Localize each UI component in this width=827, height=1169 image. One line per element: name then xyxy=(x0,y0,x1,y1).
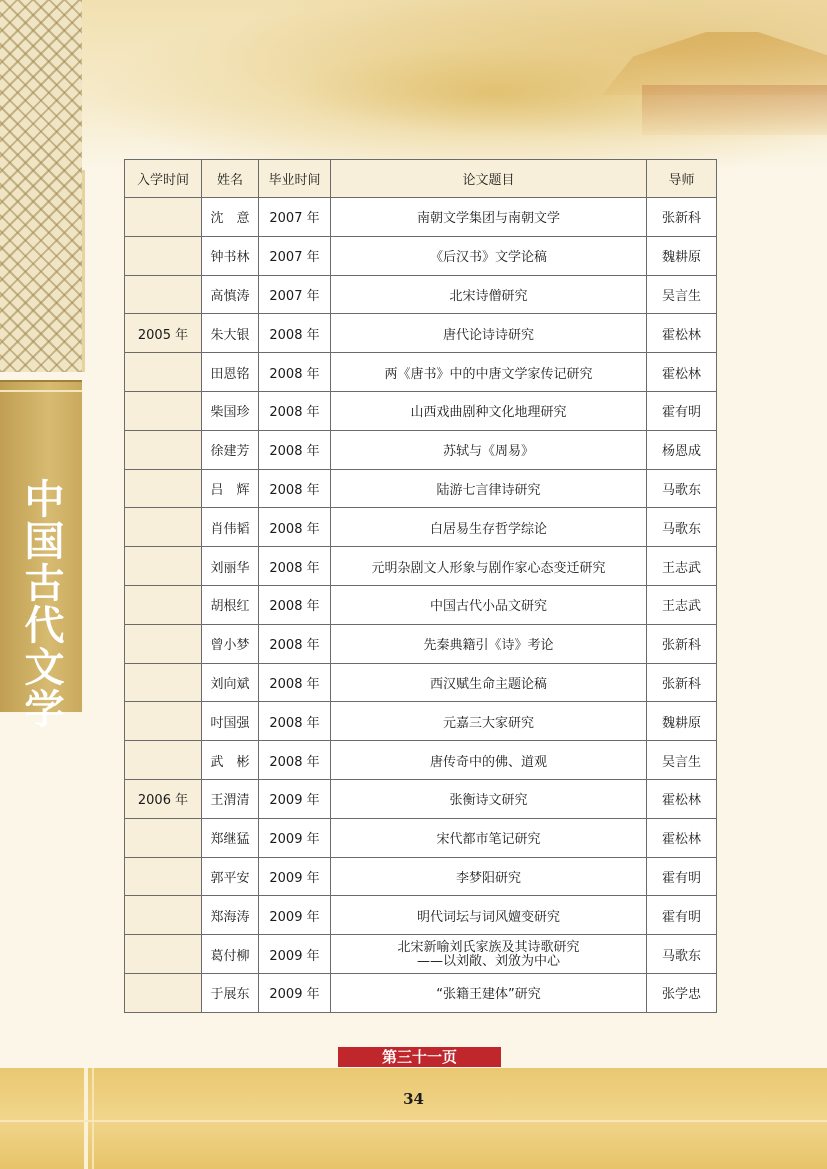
table-row xyxy=(125,818,717,857)
cell-enroll-year xyxy=(125,547,202,586)
cell-name: 沈 意 xyxy=(202,198,259,237)
cell-name: 葛付柳 xyxy=(202,935,259,974)
cell-name: 郑海涛 xyxy=(202,896,259,935)
cell-name: 柴国珍 xyxy=(202,391,259,430)
table-row xyxy=(125,198,717,237)
cell-enroll-year xyxy=(125,508,202,547)
cell-thesis-title: 唐传奇中的佛、道观 xyxy=(331,741,647,780)
cell-grad-year: 2008 年 xyxy=(259,702,331,741)
cell-thesis-title: 唐代论诗诗研究 xyxy=(331,314,647,353)
table-row xyxy=(125,275,717,314)
cell-advisor: 霍松林 xyxy=(647,314,717,353)
cell-grad-year: 2008 年 xyxy=(259,353,331,392)
cell-grad-year: 2008 年 xyxy=(259,430,331,469)
cell-enroll-year xyxy=(125,857,202,896)
decorative-lattice-pattern xyxy=(0,0,85,372)
cell-thesis-title: 元明杂剧文人形象与剧作家心态变迁研究 xyxy=(331,547,647,586)
cell-enroll-year xyxy=(125,935,202,974)
cell-thesis-title: 宋代都市笔记研究 xyxy=(331,818,647,857)
table-row xyxy=(125,896,717,935)
cell-thesis-title: 山西戏曲剧种文化地理研究 xyxy=(331,391,647,430)
cell-advisor: 霍有明 xyxy=(647,896,717,935)
palace-header-image xyxy=(82,0,827,170)
cell-grad-year: 2008 年 xyxy=(259,469,331,508)
cell-name: 吕 辉 xyxy=(202,469,259,508)
table-row xyxy=(125,663,717,702)
table-row xyxy=(125,314,717,353)
cell-advisor: 霍有明 xyxy=(647,857,717,896)
cell-thesis-title: “张籍王建体”研究 xyxy=(331,973,647,1012)
cell-advisor: 吴言生 xyxy=(647,275,717,314)
table-row xyxy=(125,585,717,624)
cell-advisor: 霍松林 xyxy=(647,779,717,818)
cell-thesis-title: 陆游七言律诗研究 xyxy=(331,469,647,508)
cell-grad-year: 2007 年 xyxy=(259,275,331,314)
cell-advisor: 杨恩成 xyxy=(647,430,717,469)
table-row xyxy=(125,236,717,275)
cell-advisor: 马歌东 xyxy=(647,469,717,508)
cell-advisor: 魏耕原 xyxy=(647,702,717,741)
cell-name: 吋国强 xyxy=(202,702,259,741)
cell-enroll-year xyxy=(125,275,202,314)
cell-thesis-title: 南朝文学集团与南朝文学 xyxy=(331,198,647,237)
cell-thesis-title: 先秦典籍引《诗》考论 xyxy=(331,624,647,663)
header-name: 姓名 xyxy=(202,160,259,198)
side-section-title: 中国古代文学 xyxy=(18,478,65,730)
cell-grad-year: 2008 年 xyxy=(259,585,331,624)
cell-enroll-year xyxy=(125,391,202,430)
cell-grad-year: 2008 年 xyxy=(259,547,331,586)
cell-advisor: 马歌东 xyxy=(647,935,717,974)
cell-enroll-year xyxy=(125,818,202,857)
cell-enroll-year xyxy=(125,663,202,702)
cell-advisor: 魏耕原 xyxy=(647,236,717,275)
header-enroll-year: 入学时间 xyxy=(125,160,202,198)
cell-grad-year: 2009 年 xyxy=(259,896,331,935)
cell-thesis-title: 两《唐书》中的中唐文学家传记研究 xyxy=(331,353,647,392)
table-row xyxy=(125,547,717,586)
table-row xyxy=(125,935,717,974)
cell-name: 郑继猛 xyxy=(202,818,259,857)
cell-enroll-year xyxy=(125,198,202,237)
header-grad-year: 毕业时间 xyxy=(259,160,331,198)
thesis-title-line: 北宋新喻刘氏家族及其诗歌研究 xyxy=(397,939,580,955)
cell-advisor: 霍松林 xyxy=(647,353,717,392)
cell-enroll-year xyxy=(125,973,202,1012)
table-row xyxy=(125,702,717,741)
cell-thesis-title: 李梦阳研究 xyxy=(331,857,647,896)
cell-grad-year: 2008 年 xyxy=(259,741,331,780)
table-row xyxy=(125,857,717,896)
cell-thesis-title: 中国古代小品文研究 xyxy=(331,585,647,624)
page-label: 第三十一页 xyxy=(338,1047,501,1067)
thesis-subtitle-line: ——以刘敞、刘攽为中心 xyxy=(416,953,560,969)
table-row xyxy=(125,741,717,780)
cell-enroll-year xyxy=(125,585,202,624)
cell-grad-year: 2008 年 xyxy=(259,508,331,547)
cell-thesis-title: 白居易生存哲学综论 xyxy=(331,508,647,547)
cell-grad-year: 2008 年 xyxy=(259,663,331,702)
table-row xyxy=(125,508,717,547)
table-row xyxy=(125,469,717,508)
cell-grad-year: 2009 年 xyxy=(259,935,331,974)
cell-name: 高慎涛 xyxy=(202,275,259,314)
cell-grad-year: 2009 年 xyxy=(259,818,331,857)
cell-thesis-title xyxy=(331,935,647,974)
cell-advisor: 张新科 xyxy=(647,663,717,702)
header-advisor: 导师 xyxy=(647,160,717,198)
table-row xyxy=(125,430,717,469)
cell-advisor: 马歌东 xyxy=(647,508,717,547)
cell-advisor: 张新科 xyxy=(647,624,717,663)
cell-name: 钟书林 xyxy=(202,236,259,275)
cell-grad-year: 2009 年 xyxy=(259,857,331,896)
cell-thesis-title: 《后汉书》文学论稿 xyxy=(331,236,647,275)
thesis-table xyxy=(124,159,717,1013)
cell-name: 朱大银 xyxy=(202,314,259,353)
palace-hall-art xyxy=(642,85,827,135)
cell-advisor: 吴言生 xyxy=(647,741,717,780)
cell-advisor: 张新科 xyxy=(647,198,717,237)
header-thesis-title: 论文题目 xyxy=(331,160,647,198)
cell-grad-year: 2008 年 xyxy=(259,391,331,430)
cell-name: 田恩铭 xyxy=(202,353,259,392)
cell-name: 曾小梦 xyxy=(202,624,259,663)
cell-name: 郭平安 xyxy=(202,857,259,896)
cell-enroll-year xyxy=(125,469,202,508)
cell-thesis-title: 元嘉三大家研究 xyxy=(331,702,647,741)
cell-thesis-title: 张衡诗文研究 xyxy=(331,779,647,818)
cell-grad-year: 2007 年 xyxy=(259,236,331,275)
cell-name: 刘向斌 xyxy=(202,663,259,702)
cell-enroll-year xyxy=(125,430,202,469)
cell-grad-year: 2007 年 xyxy=(259,198,331,237)
cell-name: 徐建芳 xyxy=(202,430,259,469)
cell-enroll-year: 2005 年 xyxy=(125,314,202,353)
cell-name: 于展东 xyxy=(202,973,259,1012)
table-row xyxy=(125,353,717,392)
cell-grad-year: 2009 年 xyxy=(259,973,331,1012)
cell-name: 王渭清 xyxy=(202,779,259,818)
cell-thesis-title: 苏轼与《周易》 xyxy=(331,430,647,469)
table-row xyxy=(125,624,717,663)
cell-enroll-year xyxy=(125,624,202,663)
cell-enroll-year xyxy=(125,702,202,741)
cell-enroll-year: 2006 年 xyxy=(125,779,202,818)
cell-name: 肖伟韬 xyxy=(202,508,259,547)
cell-name: 胡根红 xyxy=(202,585,259,624)
cell-name: 刘丽华 xyxy=(202,547,259,586)
table-row xyxy=(125,973,717,1012)
cell-enroll-year xyxy=(125,741,202,780)
cell-enroll-year xyxy=(125,236,202,275)
table-row xyxy=(125,779,717,818)
cell-advisor: 霍松林 xyxy=(647,818,717,857)
table-header-row xyxy=(125,160,717,198)
table-body xyxy=(125,198,717,1013)
cell-name: 武 彬 xyxy=(202,741,259,780)
cell-advisor: 张学忠 xyxy=(647,973,717,1012)
cell-thesis-title: 西汉赋生命主题论稿 xyxy=(331,663,647,702)
cell-grad-year: 2008 年 xyxy=(259,314,331,353)
cell-advisor: 王志武 xyxy=(647,585,717,624)
cell-thesis-title: 北宋诗僧研究 xyxy=(331,275,647,314)
cell-thesis-title: 明代词坛与词风嬗变研究 xyxy=(331,896,647,935)
cell-enroll-year xyxy=(125,896,202,935)
cell-enroll-year xyxy=(125,353,202,392)
cell-grad-year: 2009 年 xyxy=(259,779,331,818)
cell-grad-year: 2008 年 xyxy=(259,624,331,663)
cell-advisor: 霍有明 xyxy=(647,391,717,430)
cell-advisor: 王志武 xyxy=(647,547,717,586)
footer-band xyxy=(0,1068,827,1169)
table-row xyxy=(125,391,717,430)
page-number: 34 xyxy=(403,1090,424,1108)
